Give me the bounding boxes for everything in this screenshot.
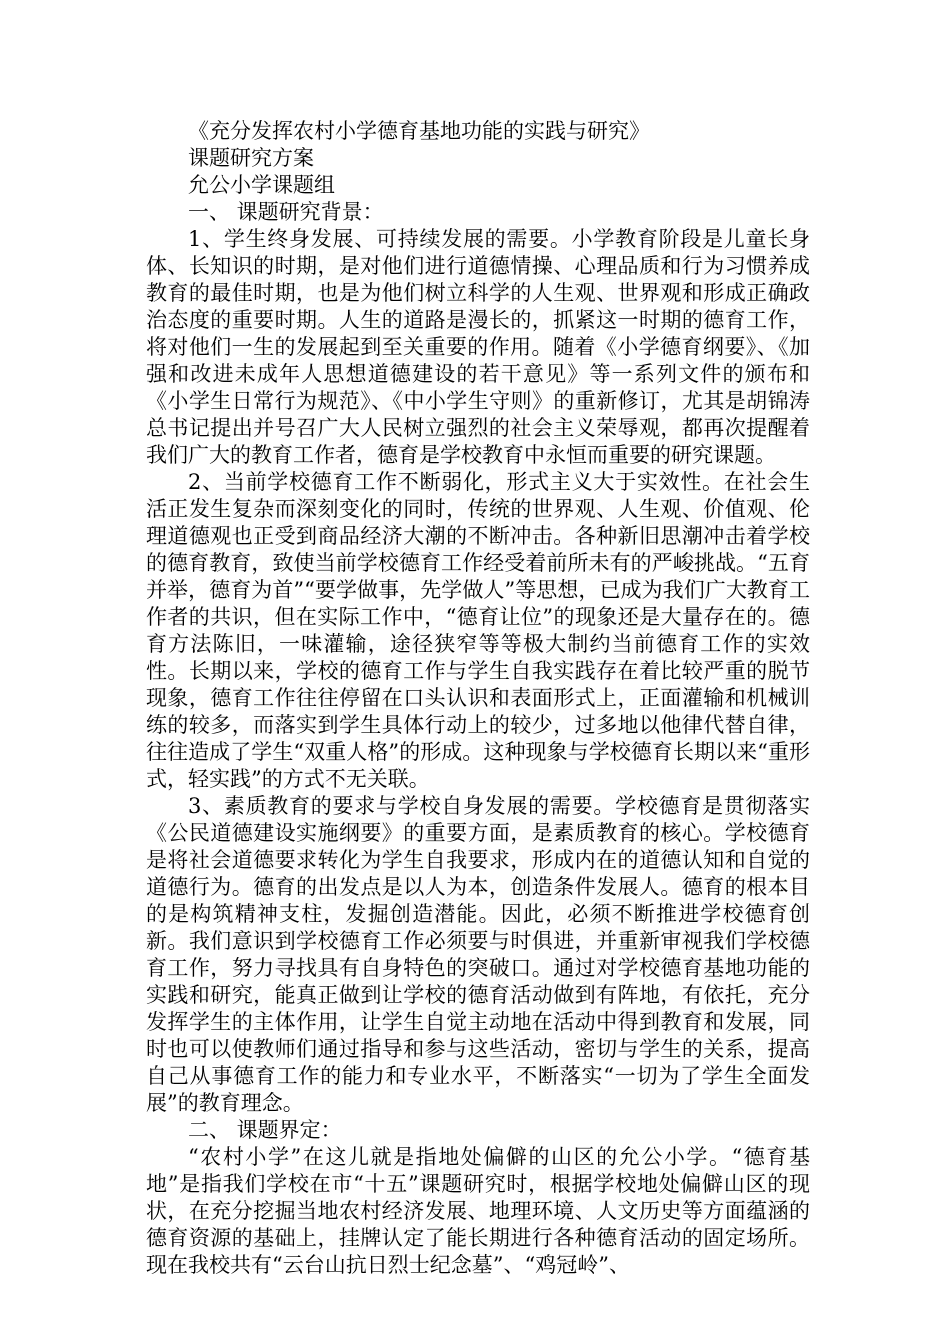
document-title: 《充分发挥农村小学德育基地功能的实践与研究》 xyxy=(188,119,650,143)
section-heading-definition: 二、 课题界定： xyxy=(188,1118,342,1142)
paragraph-4: “农村小学”在这儿就是指地处偏僻的山区的允公小学。“德育基地”是指我们学校在市“十五”课题研究时，根据学校地处偏僻山区的现状，在充分挖掘当地农村经济发展、地理环境、人文历史等方面蕴涵的德育资源的基础上，挂牌认定了能长期进行各种德育活动的固定场所。现在我校共有“云台山抗日烈士纪念墓”、“鸡冠岭”、 xyxy=(146,1145,810,1277)
document-subtitle: 课题研究方案 xyxy=(188,146,314,170)
document-author: 允公小学课题组 xyxy=(188,173,335,197)
section-heading-background: 一、 课题研究背景： xyxy=(188,200,384,224)
document-page xyxy=(146,118,810,1279)
paragraph-1: 1、学生终身发展、可持续发展的需要。小学教育阶段是儿童长身体、长知识的时期，是对他们进行道德情操、心理品质和行为习惯养成教育的最佳时期，也是为他们树立科学的人生观、世界观和形成正确政治态度的重要时期。人生的道路是漫长的，抓紧这一时期的德育工作，将对他们一生的发展起到至关重要的作用。随着《小学德育纲要》、《加强和改进未成年人思想道德建设的若干意见》等一系列文件的颁布和《小学生日常行为规范》、《中小学生守则》的重新修订，尤其是胡锦涛总书记提出并号召广大人民树立强烈的社会主义荣辱观，都再次提醒着我们广大的教育工作者，德育是学校教育中永恒而重要的研究课题。 xyxy=(146,227,810,467)
paragraph-3: 3、素质教育的要求与学校自身发展的需要。学校德育是贯彻落实《公民道德建设实施纲要》的重要方面，是素质教育的核心。学校德育是将社会道德要求转化为学生自我要求，形成内在的道德认知和自觉的道德行为。德育的出发点是以人为本，创造条件发展人。德育的根本目的是构筑精神支柱，发掘创造潜能。因此，必须不断推进学校德育创新。我们意识到学校德育工作必须要与时俱进，并重新审视我们学校德育工作，努力寻找具有自身特色的突破口。通过对学校德育基地功能的实践和研究，能真正做到让学校的德育活动做到有阵地，有依托，充分发挥学生的主体作用，让学生自觉主动地在活动中得到教育和发展，同时也可以使教师们通过指导和参与这些活动，密切与学生的关系，提高自己从事德育工作的能力和专业水平，不断落实“一切为了学生全面发展”的教育理念。 xyxy=(146,794,810,1115)
paragraph-2: 2、当前学校德育工作不断弱化，形式主义大于实效性。在社会生活正发生复杂而深刻变化的同时，传统的世界观、人生观、价值观、伦理道德观也正受到商品经济大潮的不断冲击。各种新旧思潮冲击着学校的德育教育，致使当前学校德育工作经受着前所未有的严峻挑战。“五育并举，德育为首”“要学做事，先学做人”等思想，已成为我们广大教育工作者的共识，但在实际工作中，“德育让位”的现象还是大量存在的。德育方法陈旧，一味灌输，途径狭窄等等极大制约当前德育工作的实效性。长期以来，学校的德育工作与学生自我实践存在着比较严重的脱节现象，德育工作往往停留在口头认识和表面形式上，正面灌输和机械训练的较多，而落实到学生具体行动上的较少，过多地以他律代替自律，往往造成了学生“双重人格”的形成。这种现象与学校德育长期以来“重形式，轻实践”的方式不无关联。 xyxy=(146,470,810,791)
